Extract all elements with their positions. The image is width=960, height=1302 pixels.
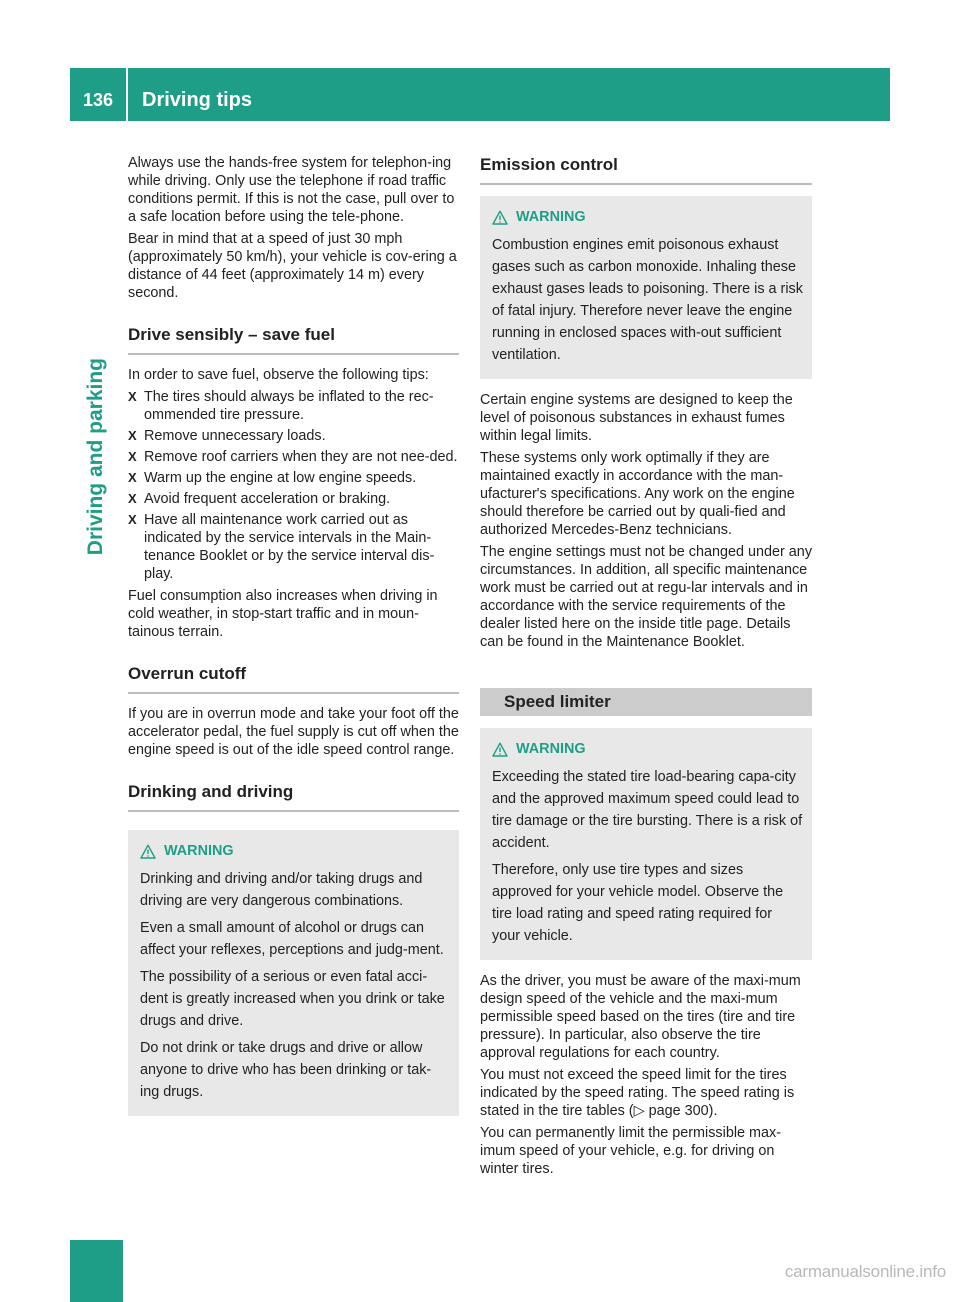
warning-header: [492, 206, 803, 228]
list-item: X The tires should always be inflated to the rec-ommended tire pressure.: [128, 389, 434, 423]
arrow-bullet-icon: X: [128, 470, 137, 485]
warning-header: [492, 738, 803, 760]
arrow-bullet-icon: X: [128, 428, 137, 443]
section-heading-speed-limiter: Speed limiter: [480, 688, 812, 716]
warning-text: Do not drink or take drugs and drive or allow anyone to drive who has been drinking or tak-ing drugs.: [140, 1040, 432, 1100]
page-number: 136: [82, 90, 114, 110]
warning-text: Even a small amount of alcohol or drugs can affect your reflexes, perceptions and judg-ment.: [140, 920, 444, 958]
warning-label: WARNING: [516, 209, 586, 225]
intro-paragraph: Always use the hands-free system for telephon-ing while driving. Only use the telephone if road traffic conditions permit. If this is not the case, pull over to a safe location before using the tele-phone.: [128, 155, 455, 225]
warning-triangle-icon: [492, 210, 508, 225]
fuel-tips-list: [128, 388, 459, 583]
arrow-bullet-icon: X: [128, 512, 137, 527]
section-heading-emission: Emission control: [480, 154, 812, 185]
arrow-bullet-icon: X: [128, 449, 137, 464]
warning-label: WARNING: [516, 741, 586, 757]
overrun-text: If you are in overrun mode and take your foot off the accelerator pedal, the fuel supply is cut off when the engine speed is out of the idle speed control range.: [128, 706, 459, 758]
emission-paragraph: Certain engine systems are designed to keep the level of poisonous substances in exhaust fumes within legal limits.: [480, 392, 793, 444]
warning-box-emission: [480, 196, 812, 379]
warning-text: Therefore, only use tire types and sizes approved for your vehicle model. Observe the tire load rating and speed rating required for your vehicle.: [492, 862, 784, 944]
warning-text: The possibility of a serious or even fatal acci-dent is greatly increased when you drink or take drugs and drive.: [140, 969, 445, 1029]
speed-paragraph: As the driver, you must be aware of the maxi-mum design speed of the vehicle and the maxi-mum permissible speed based on the tires (tire and tire pressure). In particular, also observe the tire approval regulations for each country.: [480, 973, 801, 1061]
emission-paragraph: The engine settings must not be changed under any circumstances. In addition, all specific maintenance work must be carried out at regu-lar intervals and in accordance with the service requirements of the dealer listed here on the inside title page. Details can be found in the Maintenance Booklet.: [480, 544, 813, 650]
left-column: [128, 154, 459, 1128]
warning-text: Drinking and driving and/or taking drugs and driving are very dangerous combinations.: [140, 871, 423, 909]
list-item: X Warm up the engine at low engine speeds.: [128, 470, 417, 486]
chapter-title: Driving tips: [142, 89, 253, 111]
warning-header: [140, 840, 450, 862]
list-item: X Have all maintenance work carried out as indicated by the service intervals in the Main-tenance Booklet or by the service interval dis-play.: [128, 512, 435, 582]
warning-triangle-icon: [140, 844, 156, 859]
sidebar-marker: [70, 1240, 123, 1302]
section-heading-save-fuel: Drive sensibly – save fuel: [128, 324, 459, 355]
list-item: X Remove unnecessary loads.: [128, 428, 326, 444]
section-heading-overrun: Overrun cutoff: [128, 663, 459, 694]
warning-box-drinking: [128, 830, 459, 1116]
fuel-consumption-note: Fuel consumption also increases when driving in cold weather, in stop-start traffic and in moun-tainous terrain.: [128, 588, 438, 640]
warning-triangle-icon: [492, 742, 508, 757]
sidebar-label: Driving and parking: [84, 358, 107, 556]
speed-paragraph: You can permanently limit the permissible max-imum speed of your vehicle, e.g. for driving on winter tires.: [480, 1125, 782, 1177]
right-column: [480, 154, 812, 1182]
list-item: X Avoid frequent acceleration or braking.: [128, 491, 391, 507]
sidebar-tab: [84, 358, 108, 598]
tips-lead: In order to save fuel, observe the following tips:: [128, 367, 429, 383]
list-item: X Remove roof carriers when they are not nee-ded.: [128, 449, 458, 465]
section-heading-drinking: Drinking and driving: [128, 781, 459, 812]
arrow-bullet-icon: X: [128, 491, 137, 506]
arrow-bullet-icon: X: [128, 389, 137, 404]
speed-paragraph: You must not exceed the speed limit for the tires indicated by the speed rating. The speed rating is stated in the tire tables (▷ page 300).: [480, 1067, 795, 1119]
warning-box-speed: [480, 728, 812, 960]
intro-paragraph: Bear in mind that at a speed of just 30 mph (approximately 50 km/h), your vehicle is cov-ering a distance of 44 feet (approximately 14 m) every second.: [128, 231, 457, 301]
header-divider: [126, 68, 128, 121]
warning-text: Combustion engines emit poisonous exhaust gases such as carbon monoxide. Inhaling these exhaust gases leads to poisoning. There is a risk of fatal injury. Therefore never leave the engine running in enclosed spaces with-out sufficient ventilation.: [492, 237, 803, 363]
watermark: carmanualsonline.info: [784, 1262, 946, 1281]
emission-paragraph: These systems only work optimally if they are maintained exactly in accordance with the man-ufacturer's specifications. Any work on the engine should therefore be carried out by quali-fied and authorized Mercedes-Benz technicians.: [480, 450, 795, 538]
warning-label: WARNING: [164, 843, 234, 859]
warning-text: Exceeding the stated tire load-bearing capa-city and the approved maximum speed could lead to tire damage or the tire bursting. There is a risk of accident.: [492, 769, 803, 851]
page-header: [70, 68, 890, 121]
